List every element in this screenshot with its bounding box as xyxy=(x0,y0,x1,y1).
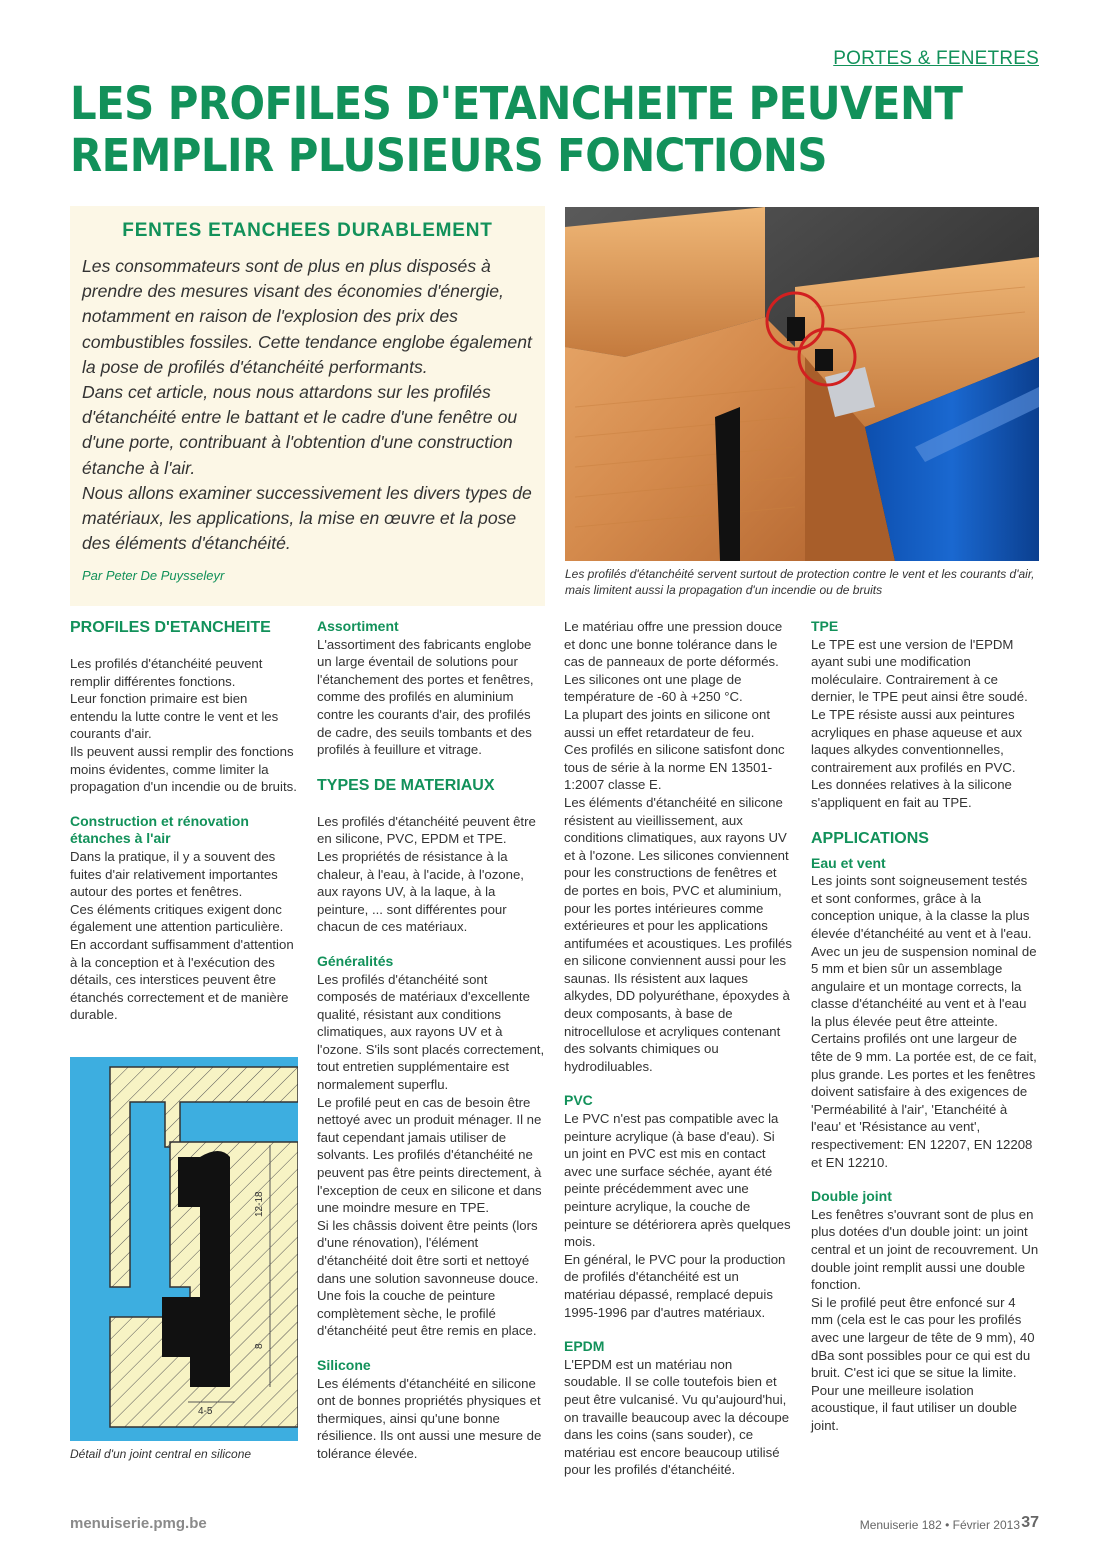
diagram-caption: Détail d'un joint central en silicone xyxy=(70,1447,252,1461)
body-paragraph: Les profilés d'étanchéité peuvent être en silicone, PVC, EPDM et TPE. xyxy=(317,813,536,847)
intro-paragraph: Les consommateurs sont de plus en plus disposés à prendre des mesures visant des économies d'énergie, notamment en raison de l'explosion des prix des combustibles fossiles. Cette tendance englobe également la pose de profilés d'étanchéité performants. xyxy=(82,256,532,377)
body-paragraph: Si les châssis doivent être peints (lors d'une rénovation), l'élément d'étanchéité doit être sorti et nettoyé dans une solution savonneuse douce. Une fois la couche de peinture complètement sèche, le profilé d'étanchéité peut être remis en place. xyxy=(317,1217,539,1339)
photo-caption: Les profilés d'étanchéité servent surtout de protection contre le vent et les courants d'air, mais limitent aussi la propagation d'un incendie ou de bruits xyxy=(565,567,1035,597)
dimension-label-8: 8 xyxy=(254,1343,265,1349)
footer-website: menuiserie.pmg.be xyxy=(70,1515,207,1532)
intro-box xyxy=(70,206,545,606)
section-heading: APPLICATIONS xyxy=(811,829,929,847)
column-1 xyxy=(70,618,298,1024)
dimension-label-12-18: 12-18 xyxy=(254,1191,265,1217)
body-paragraph: Le profilé peut en cas de besoin être nettoyé avec un produit ménager. Il ne faut cependant jamais utiliser de solvants. Les profilés d'étanchéité ne peuvent pas être peints directement, à l'exception de ceux en silicone et dans une moindre mesure en TPE. xyxy=(317,1094,542,1216)
body-paragraph: En général, le PVC pour la production de profilés d'étanchéité est un matériau dépassé, remplacé depuis 1995-1996 par d'autres matériaux. xyxy=(564,1251,786,1320)
intro-heading: FENTES ETANCHEES DURABLEMENT xyxy=(122,220,493,241)
body-paragraph: Les propriétés de résistance à la chaleur, à l'eau, à l'acide, à l'ozone, aux rayons UV, à la laque, à la peinture, ... sont différentes pour chacun de ces matériaux. xyxy=(317,848,524,935)
body-paragraph: Ces éléments critiques exigent donc également une attention particulière. xyxy=(70,901,284,935)
intro-paragraph: Nous allons examiner successivement les divers types de matériaux, les applications, la mise en œuvre et la pose des éléments d'étanchéité. xyxy=(82,482,532,554)
body-paragraph: Si le profilé peut être enfoncé sur 4 mm (cela est le cas pour les profilés avec une largeur de tête de 9 mm), 40 dBa sont possibles pour ce qui est du bruit. C'est ici que se situe la limite. Pour une meilleure isolation acoustique, il faut utiliser un double joint. xyxy=(811,1294,1035,1433)
column-4 xyxy=(811,618,1040,1435)
subsection-heading: Généralités xyxy=(317,952,394,969)
body-paragraph: En accordant suffisamment d'attention à la conception et à l'exécution des détails, ces interstices peuvent être étanchés correctement et de manière durable. xyxy=(70,936,294,1023)
body-paragraph: Dans la pratique, il y a souvent des fuites d'air relativement importantes autour des portes et fenêtres. xyxy=(70,848,278,900)
intro-paragraph: Dans cet article, nous nous attardons sur les profilés d'étanchéité entre le battant et le cadre d'une fenêtre ou d'une porte, contribuant à l'obtention d'une construction étanche à l'air. xyxy=(82,382,518,478)
body-paragraph: Le PVC n'est pas compatible avec la peinture acrylique (à base d'eau). Si un joint en PVC est mis en contact avec une surface séchée, ayant été peinte précédemment avec une peinture acrylique, la couche de peinture se détériorera après quelques mois. xyxy=(564,1111,791,1250)
subsection-heading: Eau et vent xyxy=(811,854,886,871)
section-heading: TYPES DE MATERIAUX xyxy=(317,776,495,794)
section-heading: PROFILES D'ETANCHEITE xyxy=(70,619,271,636)
subsection-heading: Silicone xyxy=(317,1356,371,1373)
body-paragraph: L'EPDM est un matériau non soudable. Il se colle toutefois bien et peut être vulcanisé. Vu qu'aujourd'hui, on travaille beaucoup avec la découpe dans les coins (sans souder), ce matériau est encore beaucoup utilisé pour les profilés d'étanchéité. xyxy=(564,1356,790,1478)
body-paragraph: Les profilés d'étanchéité peuvent remplir différentes fonctions. xyxy=(70,656,263,689)
byline: Par Peter De Puysseleyr xyxy=(82,568,225,583)
body-paragraph: Le TPE est une version de l'EPDM ayant subi une modification moléculaire. Contrairement à ce dernier, le TPE peut ainsi être soudé. xyxy=(811,636,1028,705)
seal-diagram xyxy=(70,1057,298,1441)
body-paragraph: Avec un jeu de suspension nominal de 5 mm et bien sûr un assemblage angulaire et un montage corrects, la classe d'étanchéité au vent et à l'eau la plus élevée peut être atteinte. xyxy=(811,943,1037,1029)
section-tag: PORTES & FENETRES xyxy=(833,48,1039,69)
body-paragraph: Les éléments d'étanchéité en silicone ont de bonnes propriétés physiques et thermiques, ainsi qu'une bonne résilience. Ils ont aussi une mesure de tolérance élevée. xyxy=(317,1375,542,1461)
body-paragraph: Ces profilés en silicone satisfont donc tous de série à la norme EN 13501-1:2007 classe E. xyxy=(564,742,785,793)
body-paragraph: Les silicones ont une plage de température de -60 à +250 °C. xyxy=(564,671,743,705)
body-paragraph: Les éléments d'étanchéité en silicone résistent au vieillissement, aux conditions climatiques, aux rayons UV et à l'ozone. Les silicones conviennent pour les constructions de fenêtres et de portes en bois, PVC et aluminium, pour les portes intérieures comme extérieures et pour les applications antifumées et acoustiques. Les profilés en silicone conviennent aussi pour les saunas. Ils résistent aux laques alkydes, DD polyuréthane, époxydes à deux composants, à base de nitrocellulose et acryliques contenant des solvants chimiques ou hydrodiluables. xyxy=(564,794,792,1074)
body-paragraph: Le matériau offre une pression douce et donc une bonne tolérance dans le cas de panneaux de porte déformés. xyxy=(564,619,783,670)
body-paragraph: Les fenêtres s'ouvrant sont de plus en plus dotées d'un double joint: un joint central et un joint de recouvrement. Un double joint remplit aussi une double fonction. xyxy=(811,1206,1039,1293)
body-paragraph: Le TPE résiste aussi aux peintures acryliques en phase aqueuse et aux laques alkydes conventionnelles, contrairement aux profilés en PVC. Les données relatives à la silicone s'appliquent en fait au TPE. xyxy=(811,706,1023,810)
subsection-heading: TPE xyxy=(811,618,839,634)
subsection-heading: Double joint xyxy=(811,1188,892,1205)
column-2 xyxy=(317,618,546,1463)
body-paragraph: La plupart des joints en silicone ont aussi un effet retardateur de feu. xyxy=(564,706,771,740)
page-title: LES PROFILES D'ETANCHEITE PEUVENT REMPLIR PLUSIEURS FONCTIONS xyxy=(70,77,963,182)
subsection-heading: Assortiment xyxy=(317,618,399,634)
body-paragraph: Ils peuvent aussi remplir des fonctions moins évidentes, comme limiter la propagation d'un incendie ou de bruits. xyxy=(70,743,297,795)
body-paragraph: Certains profilés ont une largeur de tête de 9 mm. La portée est, de ce fait, plus grande. Les portes et les fenêtres doivent satisfaire à des exigences de 'Perméabilité à l'air', 'Etanchéité à l'eau' et 'Résistance au vent', respectivement: EN 12207, EN 12208 et EN 12210. xyxy=(811,1031,1037,1170)
column-3 xyxy=(564,618,793,1479)
seal-profiles-photo xyxy=(565,207,1039,561)
subsection-heading: EPDM xyxy=(564,1338,605,1355)
page-number: 37 xyxy=(1021,1514,1039,1531)
subsection-heading: PVC xyxy=(564,1092,593,1109)
body-paragraph: Les profilés d'étanchéité sont composés de matériaux d'excellente qualité, résistant aux conditions climatiques, aux rayons UV et à l'ozone. S'ils sont placés correctement, tout entretien supplémentaire est normalement superflu. xyxy=(317,971,545,1093)
intro-text xyxy=(82,254,537,556)
dimension-label-4-5: 4-5 xyxy=(198,1406,213,1417)
body-paragraph: Leur fonction primaire est bien entendu la lutte contre le vent et les courants d'air. xyxy=(70,691,279,742)
body-paragraph: Les joints sont soigneusement testés et sont conformes, grâce à la conception unique, à la classe la plus élevée d'étanchéité au vent et à l'eau. xyxy=(811,873,1032,941)
body-paragraph: L'assortiment des fabricants englobe un large éventail de solutions pour l'étanchement des portes et fenêtres, comme des profilés en aluminium contre les courants d'air, des profilés de cadre, des seuils tombants et des profilés à feuillure et vitrage. xyxy=(317,636,534,758)
subsection-heading: Construction et rénovation étanches à l'air xyxy=(70,812,249,847)
footer-issue: Menuiserie 182 • Février 2013 xyxy=(859,1518,1020,1532)
